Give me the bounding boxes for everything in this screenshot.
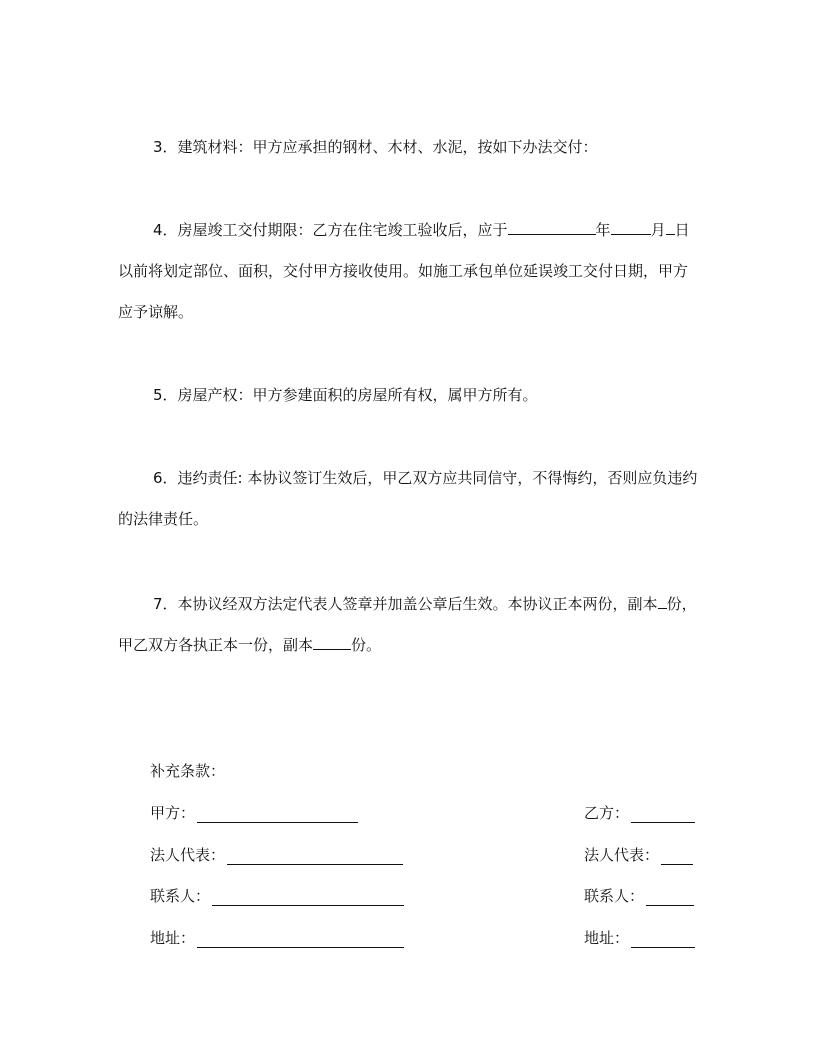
address-b-field: [584, 927, 695, 948]
clause-4-part2: 日以前将划定部位、面积，交付甲方接收使用。如施工承包单位延误竣工交付日期，甲方应予谅解。: [118, 221, 690, 321]
clause-7-part3: 份。: [351, 636, 382, 654]
clause-3: [118, 127, 700, 168]
clause-6: [118, 458, 700, 540]
address-a-label: 地址：: [150, 929, 196, 947]
month-blank: [611, 218, 651, 235]
signature-row-party: [150, 802, 697, 824]
legal-rep-b-field: [584, 844, 693, 865]
month-label: 月: [650, 221, 666, 239]
party-a-line[interactable]: [197, 806, 358, 823]
contact-b-line[interactable]: [646, 889, 694, 906]
contact-b-label: 联系人：: [584, 887, 645, 905]
legal-rep-a-field: [150, 844, 403, 865]
legal-rep-b-line[interactable]: [661, 848, 693, 865]
contact-b-field: [584, 885, 694, 906]
party-b-line[interactable]: [631, 806, 695, 823]
signature-row-address: [150, 927, 697, 949]
clause-7-part2: 份，甲乙双方各执正本一份，副本: [118, 595, 697, 654]
clause-3-text: 3．建筑材料：甲方应承担的钢材、木材、水泥，按如下办法交付：: [153, 138, 598, 156]
clause-5: [118, 375, 700, 416]
party-b-field: [584, 802, 695, 823]
address-b-line[interactable]: [631, 931, 695, 948]
clause-4-part1: 4．房屋竣工交付期限：乙方在住宅竣工验收后，应于: [153, 221, 508, 239]
address-a-line[interactable]: [197, 931, 404, 948]
party-a-field: [150, 802, 358, 823]
legal-rep-b-label: 法人代表：: [584, 846, 660, 864]
clause-5-text: 5．房屋产权：甲方参建面积的房屋所有权，属甲方所有。: [153, 386, 538, 404]
address-b-label: 地址：: [584, 929, 630, 947]
legal-rep-a-line[interactable]: [227, 848, 403, 865]
copies-blank-2: [313, 633, 351, 650]
clause-7-part1: 7．本协议经双方法定代表人签章并加盖公章后生效。本协议正本两份，副本: [153, 595, 658, 613]
address-a-field: [150, 927, 404, 948]
signature-row-legal-rep: [150, 844, 697, 866]
party-a-label: 甲方：: [150, 804, 196, 822]
day-blank: [666, 218, 675, 235]
contact-a-line[interactable]: [212, 889, 404, 906]
signature-row-contact: [150, 885, 697, 907]
clause-4: [118, 210, 700, 333]
copies-blank-1: [658, 592, 667, 609]
legal-rep-a-label: 法人代表：: [150, 846, 226, 864]
supplementary-terms-label: 补充条款：: [150, 762, 226, 780]
clause-6-text: 6．违约责任: 本协议签订生效后，甲乙双方应共同信守，不得悔约，否则应负违约的法律责任。: [118, 469, 698, 528]
party-b-label: 乙方：: [584, 804, 630, 822]
clause-7: [118, 584, 700, 666]
year-blank: [508, 218, 596, 235]
contact-a-label: 联系人：: [150, 887, 211, 905]
contact-a-field: [150, 885, 404, 906]
year-label: 年: [595, 221, 611, 239]
